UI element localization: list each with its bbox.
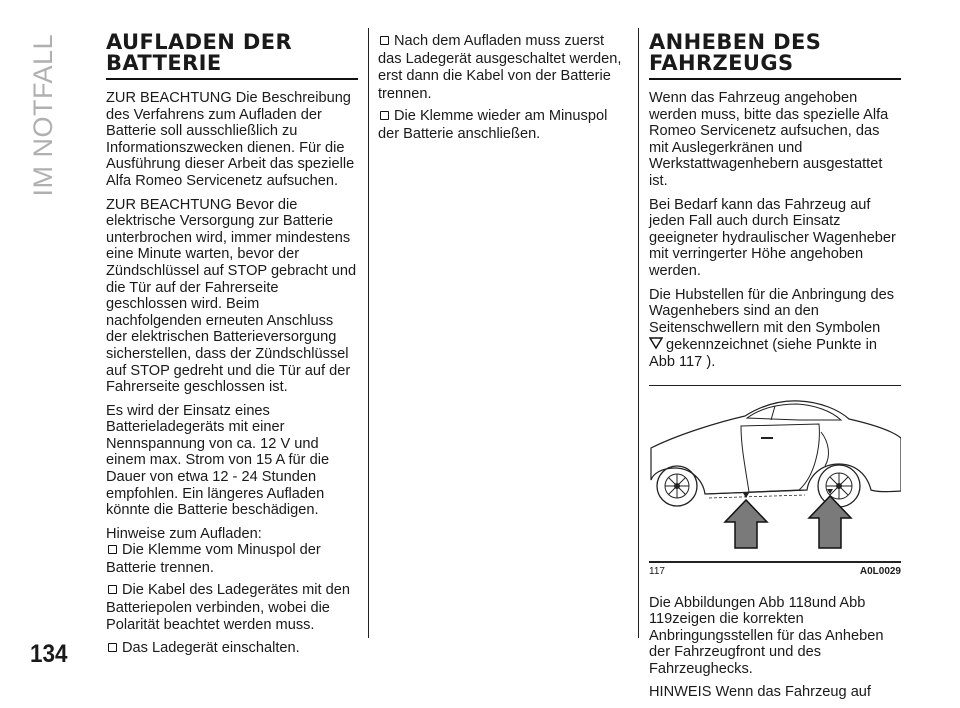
list-item <box>106 640 358 658</box>
heading-battery-charging: AUFLADEN DER BATTERIE <box>106 32 358 80</box>
jack-point-triangle-icon <box>649 336 663 350</box>
jack-point-mark-icon <box>743 493 749 498</box>
lift-arrow-rear-icon <box>809 496 851 548</box>
paragraph-jack-points <box>649 287 901 371</box>
list-item-text: Das Ladegerät einschalten. <box>122 639 300 656</box>
list-item-text: Die Klemme wieder am Minuspol der Batterie anschließen. <box>378 108 608 142</box>
list-item-text: Nach dem Aufladen muss zuerst das Ladegerät ausgeschaltet werden, erst dann die Kabel von der Batterie trennen. <box>378 33 622 102</box>
figure-caption <box>649 563 901 577</box>
paragraph-text: Die Hubstellen für die Anbringung des Wagenhebers sind an den Seitenschwellern mit den Symbolen <box>649 286 895 336</box>
paragraph: Wenn das Fahrzeug angehoben werden muss, bitte das spezielle Alfa Romeo Servicenetz aufsuchen, das mit Auslegerkränen und Werkstattwagenhebern ausgestattet ist. <box>649 90 889 189</box>
column-right <box>649 30 901 708</box>
section-sidebar-title <box>8 34 78 204</box>
paragraph: ZUR BEACHTUNG Die Beschreibung des Verfahrens zum Aufladen der Batterie soll ausschließlich zu Informationszwecken dienen. Für die Ausführung dieser Arbeit das spezielle Alfa Romeo Servicenetz aufsuchen. <box>106 90 355 189</box>
paragraph-text: gekennzeichnet (siehe Punkte in Abb 117 ). <box>649 337 877 370</box>
list-item-text: Die Kabel des Ladegerätes mit den Batteriepolen verbinden, wobei die Polarität beachtet werden muss. <box>106 582 350 634</box>
column-divider-left <box>368 28 369 638</box>
list-item <box>106 582 358 635</box>
figure-number: 117 <box>649 565 665 577</box>
list-item <box>378 108 628 143</box>
checkbox-bullet-icon <box>380 36 389 45</box>
car-side-illustration <box>649 386 901 556</box>
checkbox-bullet-icon <box>108 545 117 554</box>
page-number: 134 <box>30 640 68 668</box>
figure-117 <box>649 385 901 577</box>
column-middle <box>378 33 628 148</box>
checkbox-bullet-icon <box>108 643 117 652</box>
list-item-text: Die Klemme vom Minuspol der Batterie trennen. <box>106 542 321 576</box>
paragraph: Bei Bedarf kann das Fahrzeug auf jeden Fall auch durch Einsatz geeigneter hydraulischer Wagenheber mit verringerter Höhe angehoben werden. <box>649 196 896 279</box>
paragraph: Die Abbildungen Abb 118und Abb 119zeigen die korrekten Anbringungsstellen für das Anheben der Fahrzeugfront und des Fahrzeughecks. <box>649 594 884 677</box>
checkbox-bullet-icon <box>380 111 389 120</box>
list-item <box>378 33 628 103</box>
paragraph: HINWEIS Wenn das Fahrzeug auf <box>649 684 871 701</box>
hint-intro: Hinweise zum Aufladen: <box>106 525 262 542</box>
paragraph: ZUR BEACHTUNG Bevor die elektrische Versorgung zur Batterie unterbrochen wird, immer mindestens eine Minute warten, bevor der Zündschlüssel auf STOP gebracht und die Tür auf der Fahrerseite geschlossen wird. Beim nachfolgenden erneuten Anschluss der elektrischen Batterieversorgung sicherstellen, dass der Zündschlüssel auf STOP gedreht und die Tür auf der Fahrerseite geschlossen ist. <box>106 196 357 396</box>
heading-vehicle-lifting: ANHEBEN DES FAHRZEUGS <box>649 32 901 80</box>
list-item <box>106 542 358 577</box>
figure-code: A0L0029 <box>859 565 901 577</box>
column-divider-right <box>638 28 639 638</box>
checkbox-bullet-icon <box>108 585 117 594</box>
lift-arrow-front-icon <box>725 500 767 548</box>
column-left <box>106 30 358 662</box>
section-title-text: IM NOTFALL <box>27 34 58 197</box>
paragraph: Es wird der Einsatz eines Batterieladegeräts mit einer Nennspannung von ca. 12 V und einem max. Strom von 15 A für die Dauer von etwa 12 - 24 Stunden empfohlen. Ein längeres Aufladen könnte die Batterie beschädigen. <box>106 402 330 519</box>
